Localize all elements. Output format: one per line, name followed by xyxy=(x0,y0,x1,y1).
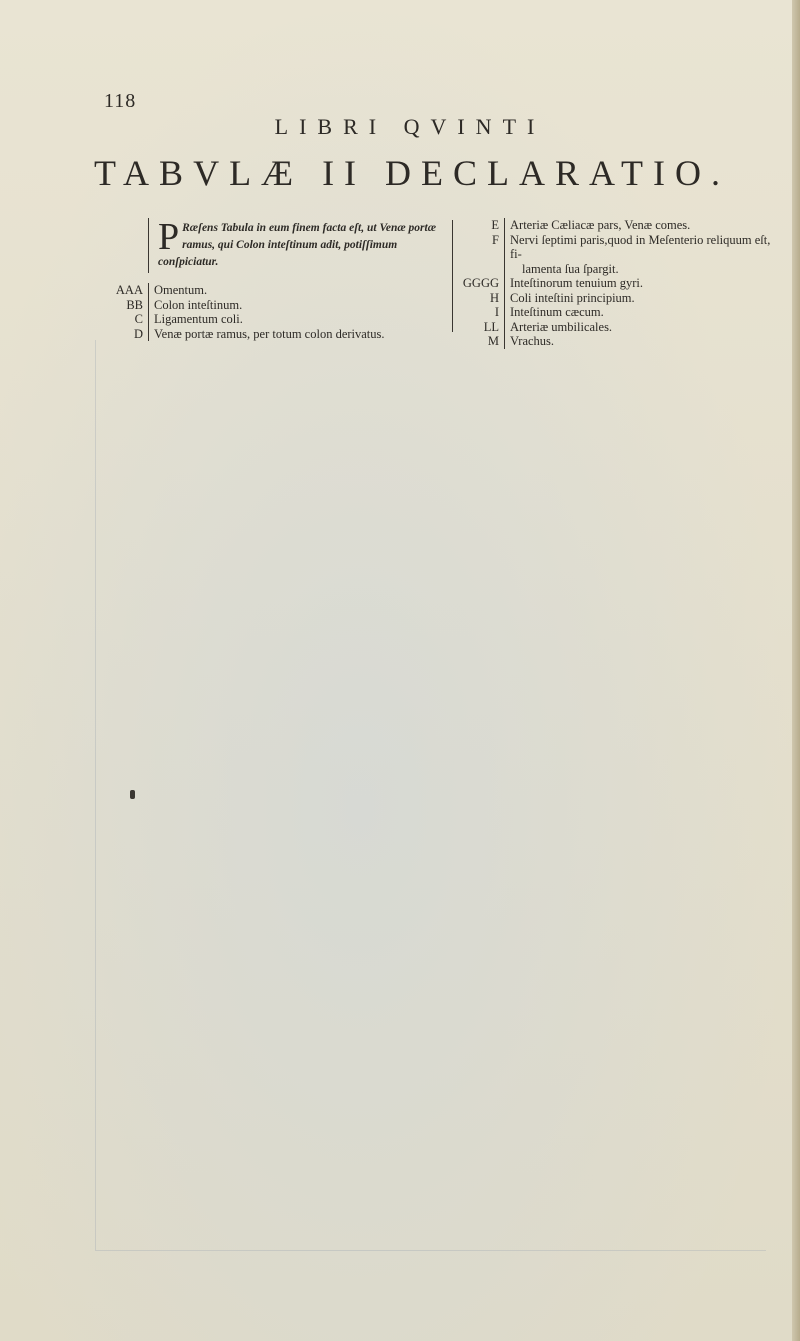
legend-text-block xyxy=(504,233,780,277)
left-column xyxy=(100,218,452,341)
legend-text: Vrachus. xyxy=(504,334,780,349)
legend-entry xyxy=(448,320,793,335)
legend-entry xyxy=(100,283,452,298)
intro-text: Ræſens Tabula in eum finem facta eſt, ut Venæ portæ ramus, qui Colon inteſtinum adit, potiſſimum conſpiciatur. xyxy=(158,222,437,268)
legend-key: LL xyxy=(483,319,499,334)
legend-text: Omentum. xyxy=(148,283,207,298)
legend-key: M xyxy=(487,334,499,348)
legend-entry xyxy=(448,276,793,291)
legend-entry xyxy=(448,218,793,233)
legend-text: Nervi ſeptimi paris,quod in Meſenterio reliquum eſt, fi- xyxy=(510,232,771,261)
legend-entry xyxy=(100,312,452,327)
right-column xyxy=(448,218,793,349)
drop-cap: P xyxy=(158,216,180,258)
page-number: 118 xyxy=(104,90,137,112)
legend-key: F xyxy=(492,232,499,247)
legend-key: C xyxy=(134,312,143,326)
legend-entry xyxy=(100,327,452,342)
legend-text: Ligamentum coli. xyxy=(148,312,243,327)
ink-mark xyxy=(130,790,135,799)
legend-entry xyxy=(448,305,793,320)
page-edge xyxy=(792,0,800,1341)
legend-entry xyxy=(448,233,793,277)
legend-key: H xyxy=(489,290,499,305)
legend-key: BB xyxy=(126,297,143,312)
running-head: LIBRI QVINTI xyxy=(274,114,546,139)
legend-key: D xyxy=(133,326,143,341)
legend-key: E xyxy=(491,218,499,232)
legend-text: Venæ portæ ramus, per totum colon derivatus. xyxy=(148,327,385,342)
legend-text: Inteſtinum cæcum. xyxy=(504,305,780,320)
legend-key: I xyxy=(494,305,499,319)
legend-key: GGGG xyxy=(462,276,499,290)
show-through-plate-border xyxy=(95,340,766,1251)
intro-paragraph xyxy=(148,218,448,273)
legend-text: Arteriæ Cæliacæ pars, Venæ comes. xyxy=(504,218,780,233)
legend-text: Arteriæ umbilicales. xyxy=(504,320,780,335)
page-title: TABVLÆ II DECLARATIO. xyxy=(93,153,731,193)
legend-list-left xyxy=(100,283,452,341)
legend-text: Colon inteſtinum. xyxy=(148,298,242,313)
legend-text: Coli inteſtini principium. xyxy=(504,291,780,306)
legend-text-continuation: lamenta ſua ſpargit. xyxy=(522,261,619,276)
legend-entry xyxy=(448,334,793,349)
legend-key: AAA xyxy=(115,283,143,297)
legend-list-right xyxy=(448,218,793,349)
legend-entry xyxy=(100,298,452,313)
legend-entry xyxy=(448,291,793,306)
legend-text: Inteſtinorum tenuium gyri. xyxy=(504,276,780,291)
